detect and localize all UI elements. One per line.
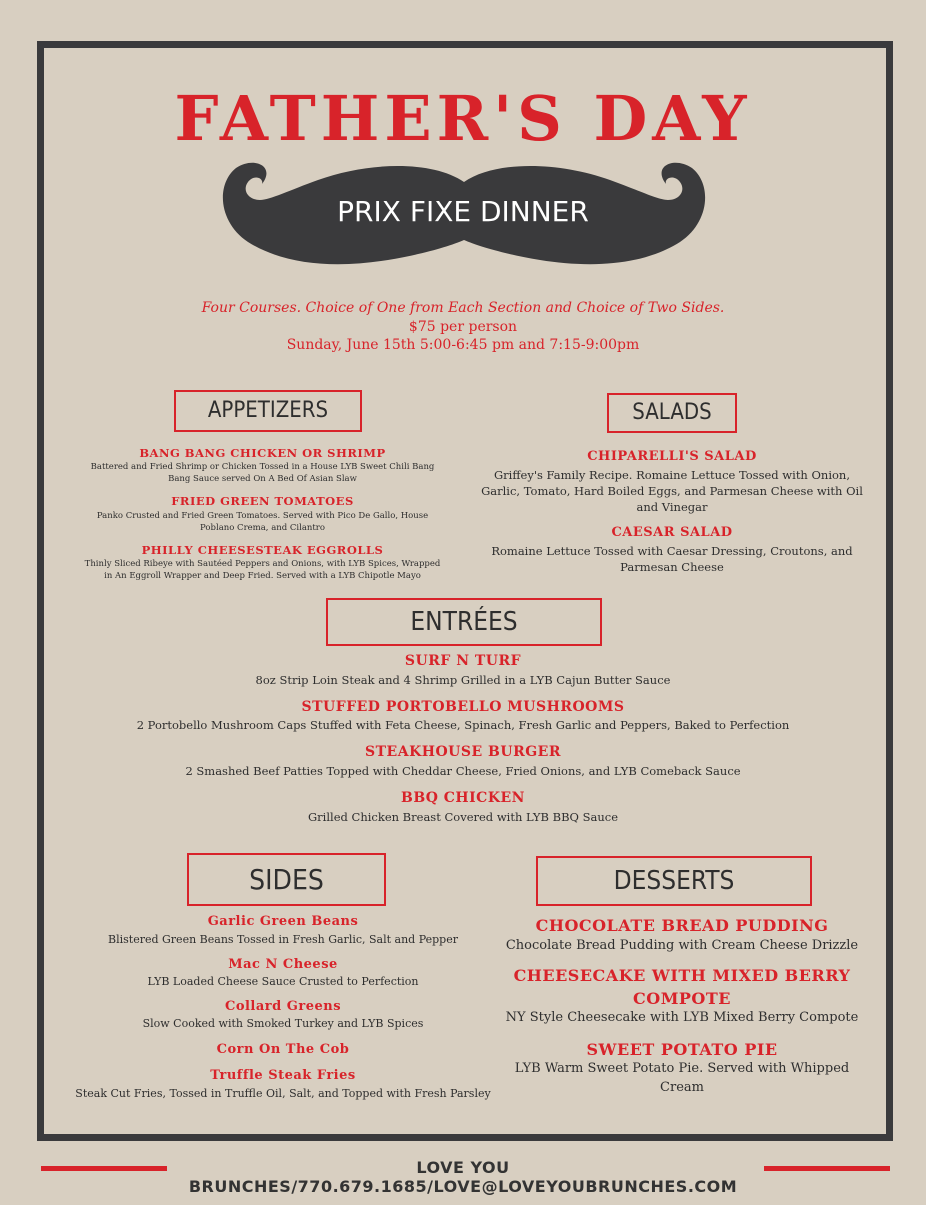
entree-name: BBQ CHICKEN: [401, 790, 525, 806]
salad-desc: Romaine Lettuce Tossed with Caesar Dressing, Croutons, and: [491, 544, 853, 558]
appetizer-desc: Poblano Crema, and Cilantro: [200, 523, 325, 533]
dessert-name: CHOCOLATE BREAD PUDDING: [535, 916, 829, 935]
appetizer-desc: Bang Sauce served On A Bed Of Asian Slaw: [168, 474, 357, 484]
prix-fixe-label: PRIX FIXE DINNER: [337, 195, 589, 228]
dessert-name: CHEESECAKE WITH MIXED BERRY: [513, 966, 851, 985]
side-name: Truffle Steak Fries: [210, 1068, 356, 1083]
appetizer-name: FRIED GREEN TOMATOES: [171, 494, 354, 508]
intro-line-1: Four Courses. Choice of One from Each Section and Choice of Two Sides.: [201, 300, 725, 316]
entree-desc: Grilled Chicken Breast Covered with LYB BBQ Sauce: [307, 810, 618, 824]
side-name: Corn On The Cob: [216, 1042, 350, 1057]
dessert-desc: Cream: [660, 1080, 704, 1095]
dessert-desc: Chocolate Bread Pudding with Cream Cheese Drizzle: [505, 938, 859, 953]
side-desc: LYB Loaded Cheese Sauce Crusted to Perfection: [147, 975, 419, 988]
entree-desc: 2 Portobello Mushroom Caps Stuffed with Feta Cheese, Spinach, Fresh Garlic and Peppers, Baked to Perfection: [136, 718, 790, 732]
salad-name: CHIPARELLI'S SALAD: [587, 449, 757, 464]
side-desc: Steak Cut Fries, Tossed in Truffle Oil, Salt, and Topped with Fresh Parsley: [75, 1087, 491, 1100]
appetizer-desc: Panko Crusted and Fried Green Tomatoes. Served with Pico De Gallo, House: [96, 511, 429, 521]
entrees-heading: ENTRÉES: [326, 598, 602, 646]
side-desc: Blistered Green Beans Tossed in Fresh Garlic, Salt and Pepper: [108, 933, 458, 946]
entree-name: STUFFED PORTOBELLO MUSHROOMS: [301, 699, 625, 715]
salad-desc: and Vinegar: [636, 500, 708, 514]
appetizers-heading: APPETIZERS: [174, 390, 362, 432]
menu-title: FATHER'S DAY: [174, 82, 752, 155]
salads-heading: SALADS: [607, 393, 737, 433]
dessert-name: COMPOTE: [633, 989, 731, 1008]
side-name: Collard Greens: [224, 999, 342, 1014]
intro-price: $75 per person: [408, 319, 518, 335]
footer-contact: LOVE YOU BRUNCHES/770.679.1685/LOVE@LOVEYOUBRUNCHES.COM: [188, 1158, 738, 1196]
salad-desc: Parmesan Cheese: [620, 560, 724, 574]
appetizer-desc: Thinly Sliced Ribeye with Sautéed Peppers and Onions, with LYB Spices, Wrapped: [84, 559, 441, 569]
footer-rule-left: [41, 1166, 167, 1171]
intro-dates: Sunday, June 15th 5:00-6:45 pm and 7:15-9:00pm: [286, 337, 640, 353]
entree-desc: 8oz Strip Loin Steak and 4 Shrimp Grilled in a LYB Cajun Butter Sauce: [255, 673, 671, 687]
appetizer-name: PHILLY CHEESESTEAK EGGROLLS: [141, 543, 384, 557]
entree-name: SURF N TURF: [404, 653, 522, 669]
side-name: Garlic Green Beans: [207, 914, 359, 929]
side-desc: Slow Cooked with Smoked Turkey and LYB Spices: [142, 1017, 424, 1030]
dessert-name: SWEET POTATO PIE: [586, 1040, 778, 1059]
salad-desc: Garlic, Tomato, Hard Boiled Eggs, and Parmesan Cheese with Oil: [481, 484, 863, 498]
dessert-desc: LYB Warm Sweet Potato Pie. Served with Whipped: [514, 1061, 850, 1076]
desserts-heading: DESSERTS: [536, 856, 812, 906]
dessert-desc: NY Style Cheesecake with LYB Mixed Berry Compote: [505, 1010, 859, 1025]
appetizer-desc: in An Eggroll Wrapper and Deep Fried. Served with a LYB Chipotle Mayo: [104, 571, 421, 581]
side-name: Mac N Cheese: [228, 957, 338, 972]
appetizer-desc: Battered and Fried Shrimp or Chicken Tossed in a House LYB Sweet Chili Bang: [90, 462, 435, 472]
salad-name: CAESAR SALAD: [611, 525, 733, 540]
entree-name: STEAKHOUSE BURGER: [365, 744, 561, 760]
footer-rule-right: [764, 1166, 890, 1171]
salad-desc: Griffey's Family Recipe. Romaine Lettuce Tossed with Onion,: [494, 468, 850, 482]
entree-desc: 2 Smashed Beef Patties Topped with Cheddar Cheese, Fried Onions, and LYB Comeback Sauce: [185, 764, 741, 778]
sides-heading: SIDES: [187, 853, 386, 906]
appetizer-name: BANG BANG CHICKEN OR SHRIMP: [139, 446, 386, 460]
